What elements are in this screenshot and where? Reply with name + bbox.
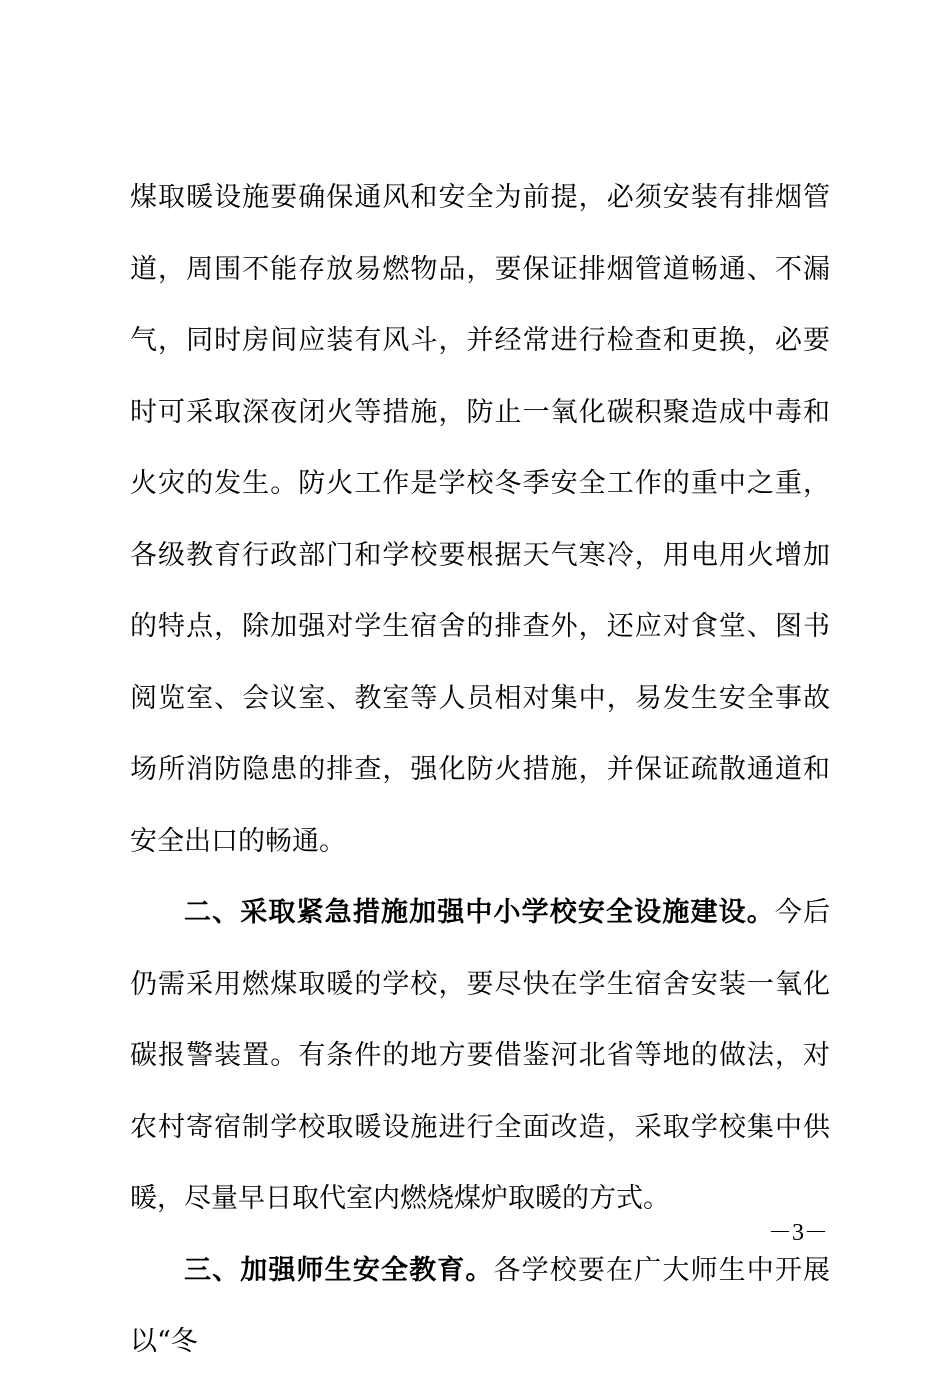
page-number: －3－ [768, 1220, 828, 1246]
paragraph-3-body: 各学校要在广大师生中开展以“冬 [130, 1254, 830, 1357]
paragraph-2-body: 今后仍需采用燃煤取暖的学校，要尽快在学生宿舍安装一氧化碳报警装置。有条件的地方要借鉴河北省等地的做法，对农村寄宿制学校取暖设施进行全面改造，采取学校集中供暖，尽量早日取代室内燃烧煤炉取暖的方式。 [130, 897, 831, 1214]
paragraph-2 [130, 877, 830, 1235]
paragraph-1-body: 煤取暖设施要确保通风和安全为前提，必须安装有排烟管道，周围不能存放易燃物品，要保证排烟管道畅通、不漏气，同时房间应装有风斗，并经常进行检查和更换，必要时可采取深夜闭火等措施，防止一氧化碳积聚造成中毒和火灾的发生。防火工作是学校冬季安全工作的重中之重，各级教育行政部门和学校要根据天气寒冷，用电用火增加的特点，除加强对学生宿舍的排查外，还应对食堂、图书阅览室、会议室、教室等人员相对集中，易发生安全事故场所消防隐患的排查，强化防火措施，并保证疏散通道和安全出口的畅通。 [130, 182, 830, 857]
paragraph-3 [130, 1235, 830, 1378]
body-text [130, 162, 830, 1378]
section-heading-2: 二、采取紧急措施加强中小学校安全设施建设。 [184, 897, 775, 928]
paragraph-1 [130, 162, 830, 877]
section-heading-3: 三、加强师生安全教育。 [184, 1254, 494, 1286]
